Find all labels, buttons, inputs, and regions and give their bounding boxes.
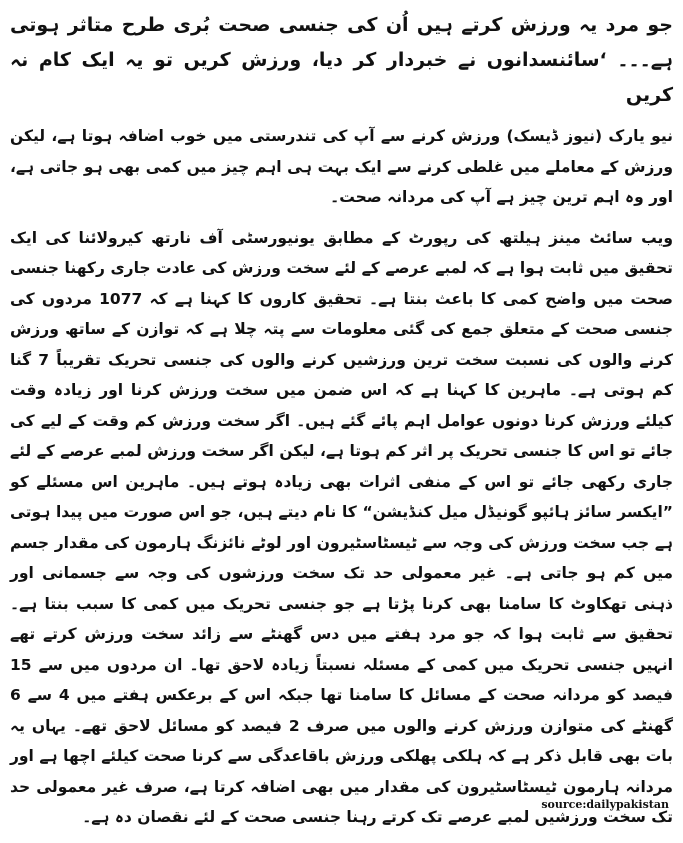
article — [10, 8, 673, 843]
article-paragraph-body: ویب سائٹ مینز ہیلتھ کی رپورٹ کے مطابق یونیورسٹی آف نارتھ کیرولائنا کی ایک تحقیق میں ثابت ہوا ہے کہ لمبے عرصے کے لئے سخت ورزش کی عادت جاری رکھنا جنسی صحت میں واضح کمی کا باعث بنتا ہے۔ تحقیق کاروں کا کہنا ہے کہ 1077 مردوں کی جنسی صحت کے متعلق جمع کی گئی معلومات سے پتہ چلا ہے کہ توازن کے ساتھ ورزش کرنے والوں کی نسبت سخت ترین ورزشیں کرنے والوں کی جنسی تحریک تقریباً 7 گنا کم ہوتی ہے۔ ماہرین کا کہنا ہے کہ اس ضمن میں سخت ورزش کرنا اور زیادہ وقت کیلئے ورزش کرنا دونوں عوامل اہم پائے گئے ہیں۔ اگر سخت ورزش کم وقت کے لیے کی جائے تو اس کا جنسی تحریک پر اثر کم ہوتا ہے، لیکن اگر سخت ورزش لمبے عرصے کے لئے جاری رکھی جائے تو اس کے منفی اثرات بھی زیادہ ہوتے ہیں۔ ماہرین اس مسئلے کو ”ایکسر سائز ہائپو گونیڈل میل کنڈیشن“ کا نام دیتے ہیں، جو اس صورت میں پیدا ہوتی ہے جب سخت ورزش کی وجہ سے ٹیسٹاسٹیرون اور لوٹے نائزنگ ہارمون کی مقدار جسم میں کم ہو جاتی ہے۔ غیر معمولی حد تک سخت ورزشوں کی وجہ سے جسمانی اور ذہنی تھکاوٹ کا سامنا بھی کرنا پڑتا ہے جو جنسی تحریک میں کمی کا سبب بنتا ہے۔ تحقیق سے ثابت ہوا کہ جو مرد ہفتے میں دس گھنٹے سے زائد سخت ورزش کرتے تھے انہیں جنسی تحریک میں کمی کے مسئلہ نسبتاً زیادہ لاحق تھا۔ ان مردوں میں سے 15 فیصد کو مردانہ صحت کے مسائل کا سامنا تھا جبکہ اس کے برعکس ہفتے میں 4 سے 6 گھنٹے کی متوازن ورزش کرنے والوں میں صرف 2 فیصد کو مسائل لاحق تھے۔ یہاں یہ بات بھی قابل ذکر ہے کہ ہلکی پھلکی ورزش باقاعدگی سے کرنا صحت کیلئے اچھا ہے اور مردانہ ہارمون ٹیسٹاسٹیرون کی مقدار میں بھی اضافہ کرتا ہے، صرف غیر معمولی حد تک سخت ورزشیں لمبے عرصے تک کرتے رہنا جنسی صحت کے لئے نقصان دہ ہے۔ — [10, 228, 673, 826]
source-credit: source:dailypakistan — [541, 798, 669, 811]
article-paragraph-intro: نیو یارک (نیوز ڈیسک) ورزش کرنے سے آپ کی تندرستی میں خوب اضافہ ہوتا ہے، لیکن ورزش کے معاملے میں غلطی کرنے سے ایک بہت ہی اہم چیز میں کمی بھی ہو جاتی ہے، اور وہ اہم ترین چیز ہے آپ کی مردانہ صحت۔ — [10, 127, 673, 206]
article-headline: جو مرد یہ ورزش کرتے ہیں اُن کی جنسی صحت بُری طرح متاثر ہوتی ہے۔۔۔ ‘سائنسدانوں نے خبردار کر دیا، ورزش کریں تو یہ ایک کام نہ کریں — [10, 14, 673, 106]
